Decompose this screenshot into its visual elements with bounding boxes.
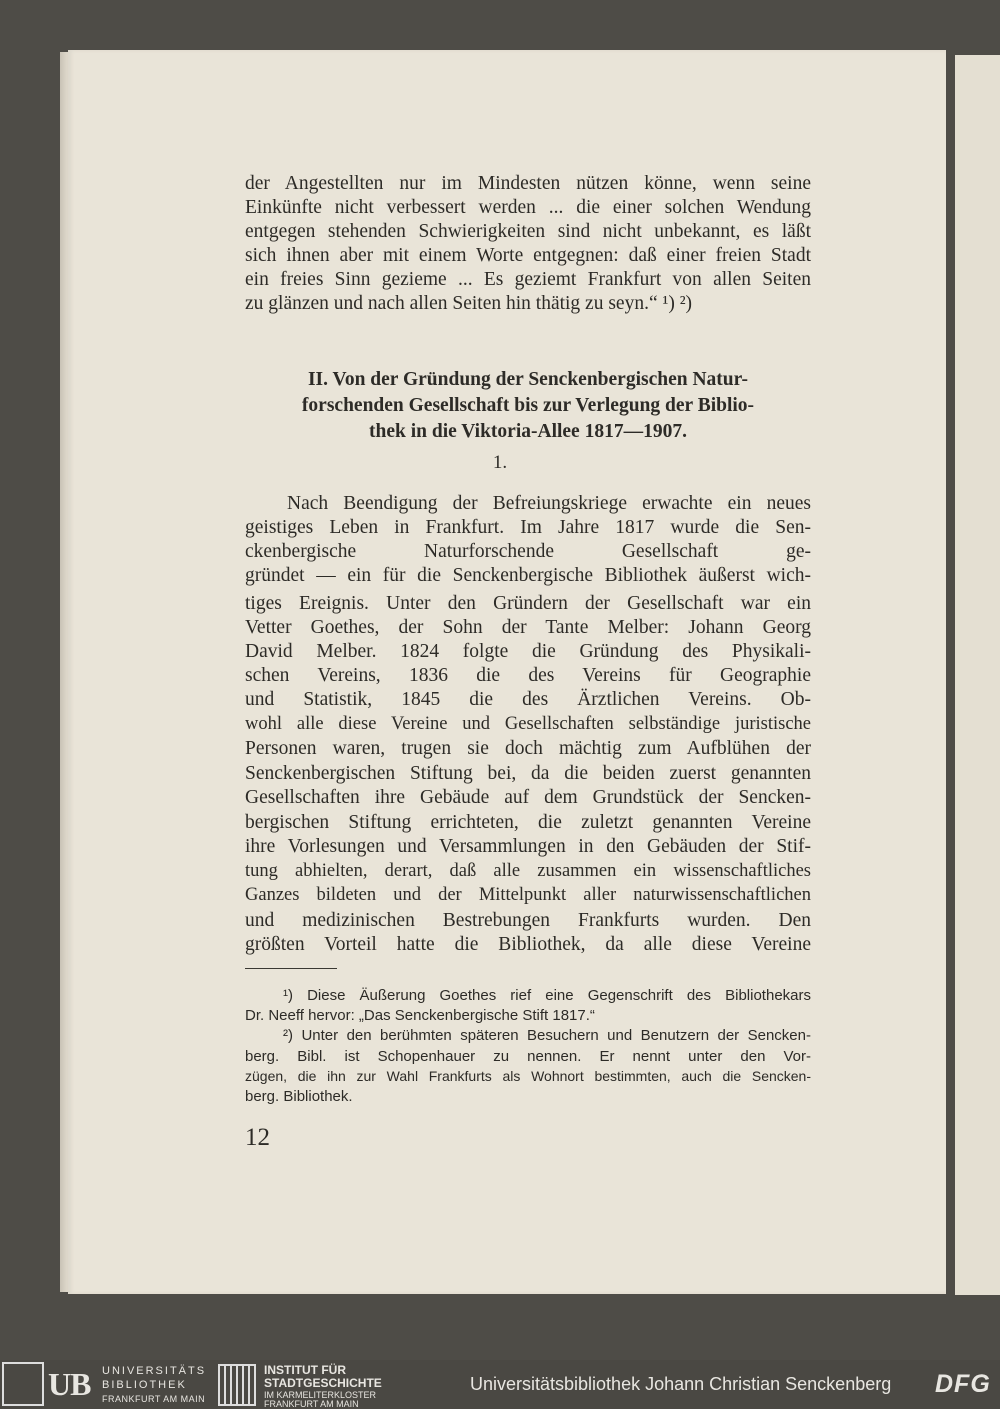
ub-logo-line: UNIVERSITÄTS	[102, 1365, 207, 1377]
ub-logo-line: BIBLIOTHEK	[102, 1379, 187, 1391]
ub-logo-letters: UB	[48, 1366, 91, 1402]
footnote-line: berg. Bibliothek.	[245, 1088, 353, 1105]
isg-logo-line: STADTGESCHICHTE	[264, 1376, 382, 1390]
footnote-line: berg. Bibl. ist Schopenhauer zu nennen. Er nennt unter den Vor-	[245, 1048, 811, 1065]
body-line: ein freies Sinn gezieme ... Es geziemt Frankfurt von allen Seiten	[245, 269, 811, 290]
body-line: Nach Beendigung der Befreiungskriege erwachte ein neues	[287, 493, 811, 514]
footnote-line: zügen, die ihn zur Wahl Frankfurts als Wohnort bestimmten, auch die Sencken-	[245, 1068, 811, 1084]
body-line: tung abhielten, derart, daß alle zusammen ein wissenschaftliches	[245, 861, 811, 881]
body-line: Personen waren, trugen sie doch mächtig zum Aufblühen der	[245, 738, 811, 759]
body-line: David Melber. 1824 folgte die Gründung des Physikali-	[245, 641, 811, 662]
chapter-heading-line: thek in die Viktoria-Allee 1817—1907.	[369, 421, 687, 442]
chapter-heading-line: forschenden Gesellschaft bis zur Verlegung der Biblio-	[301, 395, 755, 416]
body-line: gründet — ein für die Senckenbergische Bibliothek äußerst wich-	[245, 565, 811, 586]
isg-logo-line: IM KARMELITERKLOSTER	[264, 1390, 377, 1400]
body-line: der Angestellten nur im Mindesten nützen könne, wenn seine	[245, 173, 811, 194]
chapter-heading-line: II. Von der Gründung der Senckenbergischen Natur-	[307, 369, 749, 390]
footnote-line: ²) Unter den berühmten späteren Besuchern und Benutzern der Sencken-	[283, 1027, 811, 1044]
body-line: wohl alle diese Vereine und Gesellschaften selbständige juristische	[245, 714, 811, 734]
isg-logo-line: FRANKFURT AM MAIN	[264, 1399, 359, 1409]
ub-logo-line: FRANKFURT AM MAIN	[102, 1394, 206, 1404]
dfg-logo: DFG	[935, 1370, 991, 1398]
section-number: 1.	[492, 452, 508, 473]
body-line: Einkünfte nicht verbessert werden ... die einer solchen Wendung	[245, 197, 811, 218]
body-line: bergischen Stiftung errichteten, die zuletzt genannten Vereine	[245, 812, 811, 833]
footnote-line: ¹) Diese Äußerung Goethes rief eine Gegenschrift des Bibliothekars	[283, 987, 811, 1004]
body-line: größten Vorteil hatte die Bibliothek, da alle diese Vereine	[245, 934, 811, 955]
body-line: ihre Vorlesungen und Versammlungen in den Gebäuden der Stif-	[245, 836, 811, 857]
isg-logo-icon	[218, 1364, 256, 1406]
footnote-rule	[245, 968, 337, 969]
page-number: 12	[245, 1124, 270, 1151]
ub-portrait-icon	[2, 1362, 44, 1406]
body-line: Vetter Goethes, der Sohn der Tante Melber: Johann Georg	[245, 617, 811, 638]
body-line: sich ihnen aber mit einem Worte entgegnen: daß einer freien Stadt	[245, 245, 811, 266]
body-line: schen Vereins, 1836 die des Vereins für Geographie	[245, 665, 811, 686]
body-line: Ganzes bildeten und der Mittelpunkt aller naturwissenschaftlichen	[245, 885, 811, 905]
footnote-line: Dr. Neeff hervor: „Das Senckenbergische Stift 1817.“	[245, 1007, 595, 1024]
body-line: tiges Ereignis. Unter den Gründern der Gesellschaft war ein	[245, 593, 811, 614]
body-line: ckenbergische Naturforschende Gesellschaft ge-	[245, 541, 811, 562]
footer-title: Universitätsbibliothek Johann Christian Senckenberg	[470, 1374, 892, 1394]
body-line: Gesellschaften ihre Gebäude auf dem Grundstück der Sencken-	[245, 787, 811, 808]
isg-logo-line: INSTITUT FÜR	[264, 1363, 346, 1377]
body-line: zu glänzen und nach allen Seiten hin thätig zu seyn.“ ¹) ²)	[245, 293, 693, 314]
body-line: und Statistik, 1845 die des Ärztlichen Vereins. Ob-	[245, 689, 811, 710]
adjacent-page-edge	[955, 55, 1000, 1295]
body-line: und medizinischen Bestrebungen Frankfurts wurden. Den	[245, 910, 811, 931]
body-line: Senckenbergischen Stiftung bei, da die beiden zuerst genannten	[245, 763, 811, 784]
body-line: geistiges Leben in Frankfurt. Im Jahre 1817 wurde die Sen-	[245, 517, 811, 538]
body-line: entgegen stehenden Schwierigkeiten sind nicht unbekannt, es läßt	[245, 221, 811, 242]
